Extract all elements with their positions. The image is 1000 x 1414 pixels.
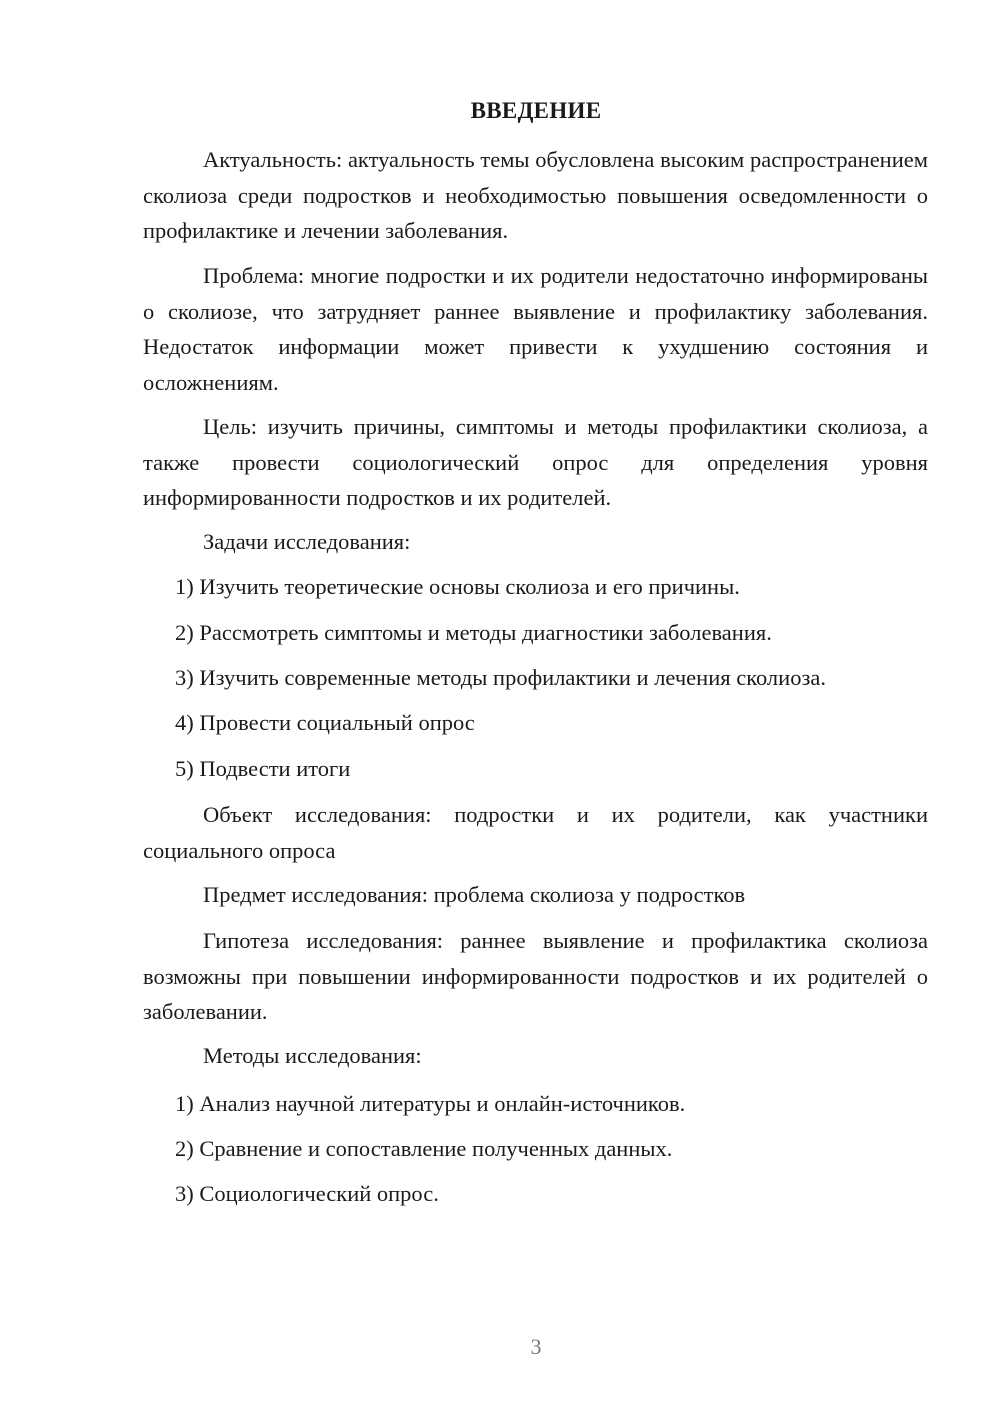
methods-heading: Методы исследования: <box>203 1043 422 1068</box>
goal-paragraph: Цель: изучить причины, симптомы и методы профилактики сколиоза, а также провести социологический опрос для определения уровня информированности подростков и их родителей. <box>143 414 928 510</box>
hypothesis-paragraph: Гипотеза исследования: раннее выявление и профилактика сколиоза возможны при повышении информированности подростков и их родителей о заболевании. <box>143 928 928 1024</box>
problem-paragraph: Проблема: многие подростки и их родители недостаточно информированы о сколиозе, что затрудняет раннее выявление и профилактику заболевания. Недостаток информации может привести к ухудшению состояния и осложнениям. <box>143 263 928 395</box>
relevance-paragraph: Актуальность: актуальность темы обусловлена высоким распространением сколиоза среди подростков и необходимостью повышения осведомленности о профилактике и лечении заболевания. <box>143 147 928 243</box>
page-title: ВВЕДЕНИЕ <box>470 98 602 123</box>
method-item-2: 2) Сравнение и сопоставление полученных данных. <box>175 1136 673 1161</box>
task-item-3: 3) Изучить современные методы профилактики и лечения сколиоза. <box>175 665 826 690</box>
method-item-1: 1) Анализ научной литературы и онлайн-источников. <box>175 1091 686 1116</box>
method-item-3: 3) Социологический опрос. <box>175 1181 439 1206</box>
task-item-1: 1) Изучить теоретические основы сколиоза и его причины. <box>175 574 740 599</box>
subject-line: Предмет исследования: проблема сколиоза у подростков <box>203 882 746 907</box>
page-number: 3 <box>530 1334 542 1359</box>
task-item-4: 4) Провести социальный опрос <box>175 710 475 735</box>
task-item-5: 5) Подвести итоги <box>175 756 351 781</box>
tasks-heading: Задачи исследования: <box>203 529 411 554</box>
object-paragraph: Объект исследования: подростки и их родители, как участники социального опроса <box>143 802 928 863</box>
task-item-2: 2) Рассмотреть симптомы и методы диагностики заболевания. <box>175 620 772 645</box>
